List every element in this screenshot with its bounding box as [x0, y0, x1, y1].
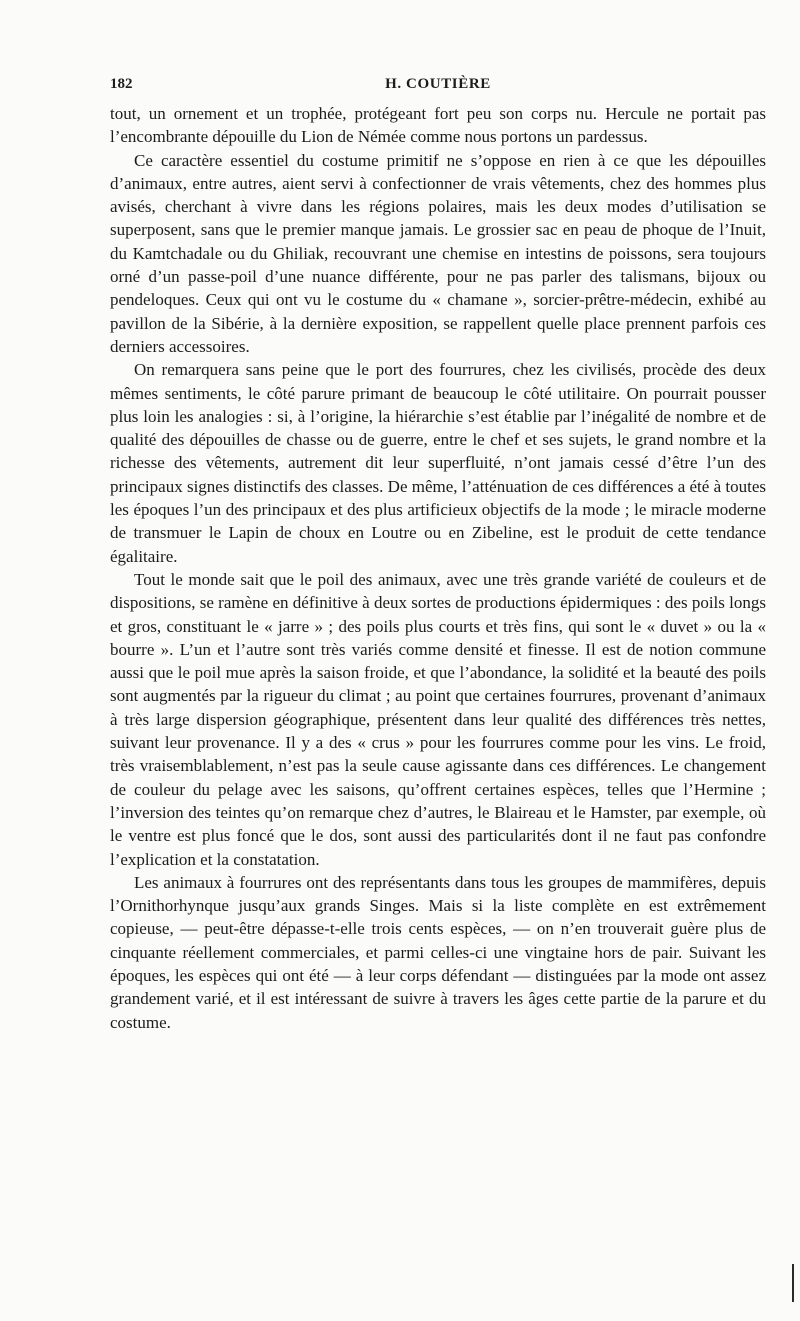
paragraph-2: Ce caractère essentiel du costume primitif ne s’oppose en rien à ce que les dépouilles d’animaux, entre autres, aient servi à confectionner de vrais vêtements, chez des hommes plus avisés, cherchant à vivre dans les régions polaires, mais les deux modes d’utilisation se superposent, sans que le premier manque jamais. Le grossier sac en peau de phoque de l’Inuit, du Kamtchadale ou du Ghiliak, recouvrant une chemise en intestins de poissons, sera toujours orné d’un passe-poil d’une nuance différente, pour ne pas parler des talismans, bijoux ou pendeloques. Ceux qui ont vu le costume du « chamane », sorcier-prêtre-médecin, exhibé au pavillon de la Sibérie, à la dernière exposition, se rappellent quelle place prennent parfois ces derniers accessoires. — [110, 150, 766, 356]
paragraph-5: Les animaux à fourrures ont des représentants dans tous les groupes de mammifères, depuis l’Ornithorhynque jusqu’aux grands Singes. Mais si la liste complète en est extrêmement copieuse, — peut-être dépasse-t-elle trois cents espèces, — on n’en trouverait guère plus de cinquante réellement commerciales, et parmi celles-ci une vingtaine hors de pair. Suivant les époques, les espèces qui ont été — à leur corps défendant — distinguées par la mode ont assez grandement varié, et il est intéressant de suivre à travers les âges cette partie de la parure et du costume. — [110, 872, 766, 1032]
body-text — [110, 102, 766, 1034]
paragraph-4: Tout le monde sait que le poil des animaux, avec une très grande variété de couleurs et de dispositions, se ramène en définitive à deux sortes de productions épidermiques : des poils longs et gros, constituant le « jarre » ; des poils plus courts et très fins, qui sont le « duvet » ou la « bourre ». L’un et l’autre sont très variés comme densité et finesse. Il est de notion commune aussi que le poil mue après la saison froide, et que l’abondance, la solidité et la beauté des poils sont augmentés par la rigueur du climat ; au point que certaines fourrures, provenant d’animaux à très large dispersion géographique, présentent dans leur qualité des différences très nettes, suivant leur provenance. Il y a des « crus » pour les fourrures comme pour les vins. Le froid, très vraisemblablement, n’est pas la seule cause agissante dans ces différences. Le changement de couleur du pelage avec les saisons, qu’offrent certaines espèces, telles que l’Hermine ; l’inversion des teintes qu’on remarque chez d’autres, le Blaireau et le Hamster, par exemple, où le ventre est plus foncé que le dos, sont aussi des particularités dont il ne faut pas confondre l’explication et la constatation. — [110, 569, 766, 869]
running-title: H. COUTIÈRE — [385, 76, 491, 92]
paragraph-3: On remarquera sans peine que le port des fourrures, chez les civilisés, procède des deux mêmes sentiments, le côté parure primant de beaucoup le côté utilitaire. On pourrait pousser plus loin les analogies : si, à l’origine, la hiérarchie s’est établie par l’inégalité de nombre et de qualité des dépouilles de chasse ou de guerre, entre le chef et ses sujets, le grand nombre et la richesse des vêtements, autrement dit leur superfluité, n’ont jamais cessé d’être l’un des principaux signes distinctifs des classes. De même, l’atténuation de ces différences a été à toutes les époques l’un des principaux et des plus artificieux objectifs de la mode ; le miracle moderne de transmuer le Lapin de choux en Loutre ou en Zibeline, est le produit de cette tendance égalitaire. — [110, 360, 766, 566]
book-page — [110, 68, 766, 1034]
page-number: 182 — [110, 76, 133, 92]
running-header — [110, 68, 766, 98]
margin-scan-mark — [792, 1264, 794, 1302]
paragraph-1: tout, un ornement et un trophée, protégeant fort peu son corps nu. Hercule ne portait pas l’encombrante dépouille du Lion de Némée comme nous portons un pardessus. — [110, 104, 766, 147]
